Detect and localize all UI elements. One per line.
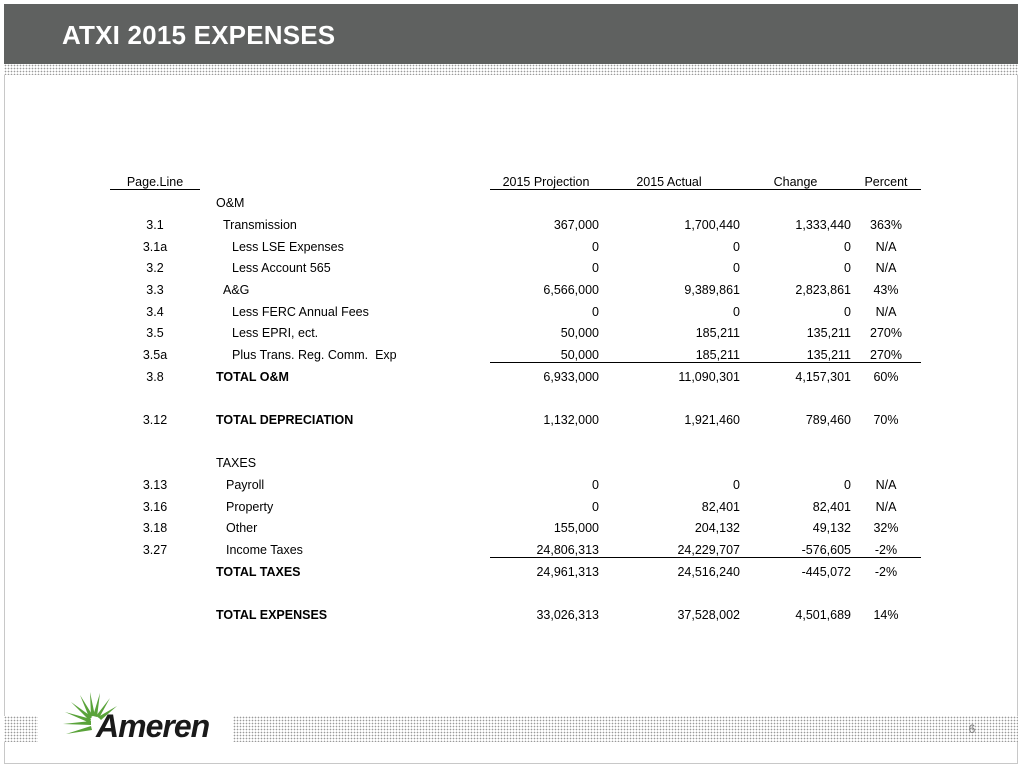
header-projection: 2015 Projection: [502, 175, 590, 189]
cell-actual: 185,211: [695, 326, 740, 340]
cell-description: Less EPRI, ect.: [232, 326, 319, 340]
dotted-band-top: [4, 64, 1018, 75]
page-number: 6: [968, 722, 976, 736]
cell-page-line: 3.18: [142, 521, 168, 535]
cell-description: A&G: [223, 283, 250, 297]
cell-percent: 43%: [873, 283, 899, 297]
ameren-wordmark: Ameren: [96, 708, 210, 744]
cell-actual: 0: [733, 261, 740, 275]
cell-description: TOTAL TAXES: [216, 565, 301, 579]
subtotal-rule-om: [490, 362, 921, 363]
cell-page-line: 3.3: [146, 283, 164, 297]
cell-projection: 0: [592, 305, 599, 319]
cell-change: 0: [844, 261, 851, 275]
cell-projection: 0: [592, 478, 599, 492]
cell-projection: 0: [592, 500, 599, 514]
cell-description: Less LSE Expenses: [232, 240, 344, 254]
cell-description: Plus Trans. Reg. Comm. Exp: [232, 348, 397, 362]
cell-percent: 32%: [873, 521, 899, 535]
cell-change: 4,501,689: [795, 608, 851, 622]
header-actual: 2015 Actual: [636, 175, 702, 189]
cell-percent: N/A: [875, 500, 897, 514]
cell-change: 135,211: [806, 326, 851, 340]
cell-projection: 0: [592, 240, 599, 254]
cell-change: 0: [844, 478, 851, 492]
header-rule-values: [490, 189, 921, 190]
cell-percent: N/A: [875, 305, 897, 319]
cell-percent: N/A: [875, 261, 897, 275]
cell-change: 4,157,301: [795, 370, 851, 384]
cell-percent: 270%: [870, 348, 902, 362]
cell-actual: 0: [733, 478, 740, 492]
cell-percent: 60%: [873, 370, 899, 384]
cell-page-line: 3.1a: [142, 240, 168, 254]
cell-description: Property: [226, 500, 274, 514]
cell-actual: 1,700,440: [684, 218, 740, 232]
cell-change: 2,823,861: [795, 283, 851, 297]
dotted-band-bottom-left: [4, 716, 38, 742]
cell-projection: 33,026,313: [536, 608, 599, 622]
cell-percent: -2%: [874, 543, 898, 557]
cell-percent: 270%: [870, 326, 902, 340]
dotted-band-bottom-right: [233, 716, 1018, 742]
cell-page-line: 3.13: [142, 478, 168, 492]
cell-actual: 185,211: [695, 348, 740, 362]
cell-change: 135,211: [806, 348, 851, 362]
cell-percent: 363%: [870, 218, 902, 232]
cell-page-line: 3.5: [146, 326, 164, 340]
cell-actual: 0: [733, 305, 740, 319]
cell-description: Less FERC Annual Fees: [232, 305, 369, 319]
cell-actual: 204,132: [694, 521, 740, 535]
cell-page-line: 3.4: [146, 305, 164, 319]
cell-actual: 82,401: [701, 500, 740, 514]
cell-projection: 1,132,000: [543, 413, 599, 427]
cell-page-line: 3.2: [146, 261, 164, 275]
cell-description: TOTAL EXPENSES: [216, 608, 328, 622]
slide-frame: [4, 4, 1018, 764]
cell-change: 0: [844, 305, 851, 319]
cell-page-line: 3.8: [146, 370, 164, 384]
cell-change: 82,401: [812, 500, 851, 514]
cell-change: 1,333,440: [795, 218, 851, 232]
cell-page-line: 3.27: [142, 543, 168, 557]
cell-description: Payroll: [226, 478, 265, 492]
cell-projection: 6,566,000: [543, 283, 599, 297]
cell-description: TOTAL O&M: [216, 370, 289, 384]
cell-actual: 0: [733, 240, 740, 254]
cell-projection: 0: [592, 261, 599, 275]
cell-actual: 24,516,240: [677, 565, 740, 579]
cell-percent: N/A: [875, 478, 897, 492]
cell-description: TOTAL DEPRECIATION: [216, 413, 354, 427]
cell-actual: 9,389,861: [684, 283, 740, 297]
cell-change: -445,072: [801, 565, 851, 579]
cell-description: O&M: [216, 196, 245, 210]
slide-title: ATXI 2015 EXPENSES: [62, 20, 336, 50]
cell-projection: 24,961,313: [536, 565, 599, 579]
header-change: Change: [773, 175, 818, 189]
subtotal-rule-taxes: [490, 557, 921, 558]
cell-projection: 6,933,000: [543, 370, 599, 384]
cell-description: Income Taxes: [226, 543, 303, 557]
cell-change: 0: [844, 240, 851, 254]
cell-percent: 70%: [873, 413, 899, 427]
cell-projection: 50,000: [560, 326, 599, 340]
cell-page-line: 3.5a: [142, 348, 168, 362]
cell-page-line: 3.12: [142, 413, 168, 427]
cell-description: Other: [226, 521, 258, 535]
cell-projection: 367,000: [553, 218, 599, 232]
cell-actual: 11,090,301: [678, 370, 740, 384]
header-rule-page: [110, 189, 200, 190]
cell-description: Less Account 565: [232, 261, 331, 275]
cell-change: 789,460: [805, 413, 851, 427]
cell-change: -576,605: [801, 543, 851, 557]
cell-page-line: 3.1: [146, 218, 164, 232]
cell-page-line: 3.16: [142, 500, 168, 514]
cell-description: TAXES: [216, 456, 257, 470]
cell-percent: -2%: [874, 565, 898, 579]
header-page-line: Page.Line: [126, 175, 184, 189]
cell-percent: N/A: [875, 240, 897, 254]
cell-actual: 37,528,002: [677, 608, 740, 622]
cell-change: 49,132: [812, 521, 851, 535]
cell-percent: 14%: [873, 608, 899, 622]
cell-actual: 24,229,707: [677, 543, 740, 557]
header-percent: Percent: [864, 175, 908, 189]
cell-projection: 50,000: [560, 348, 599, 362]
cell-actual: 1,921,460: [684, 413, 740, 427]
cell-description: Transmission: [223, 218, 297, 232]
cell-projection: 24,806,313: [536, 543, 599, 557]
cell-projection: 155,000: [553, 521, 599, 535]
